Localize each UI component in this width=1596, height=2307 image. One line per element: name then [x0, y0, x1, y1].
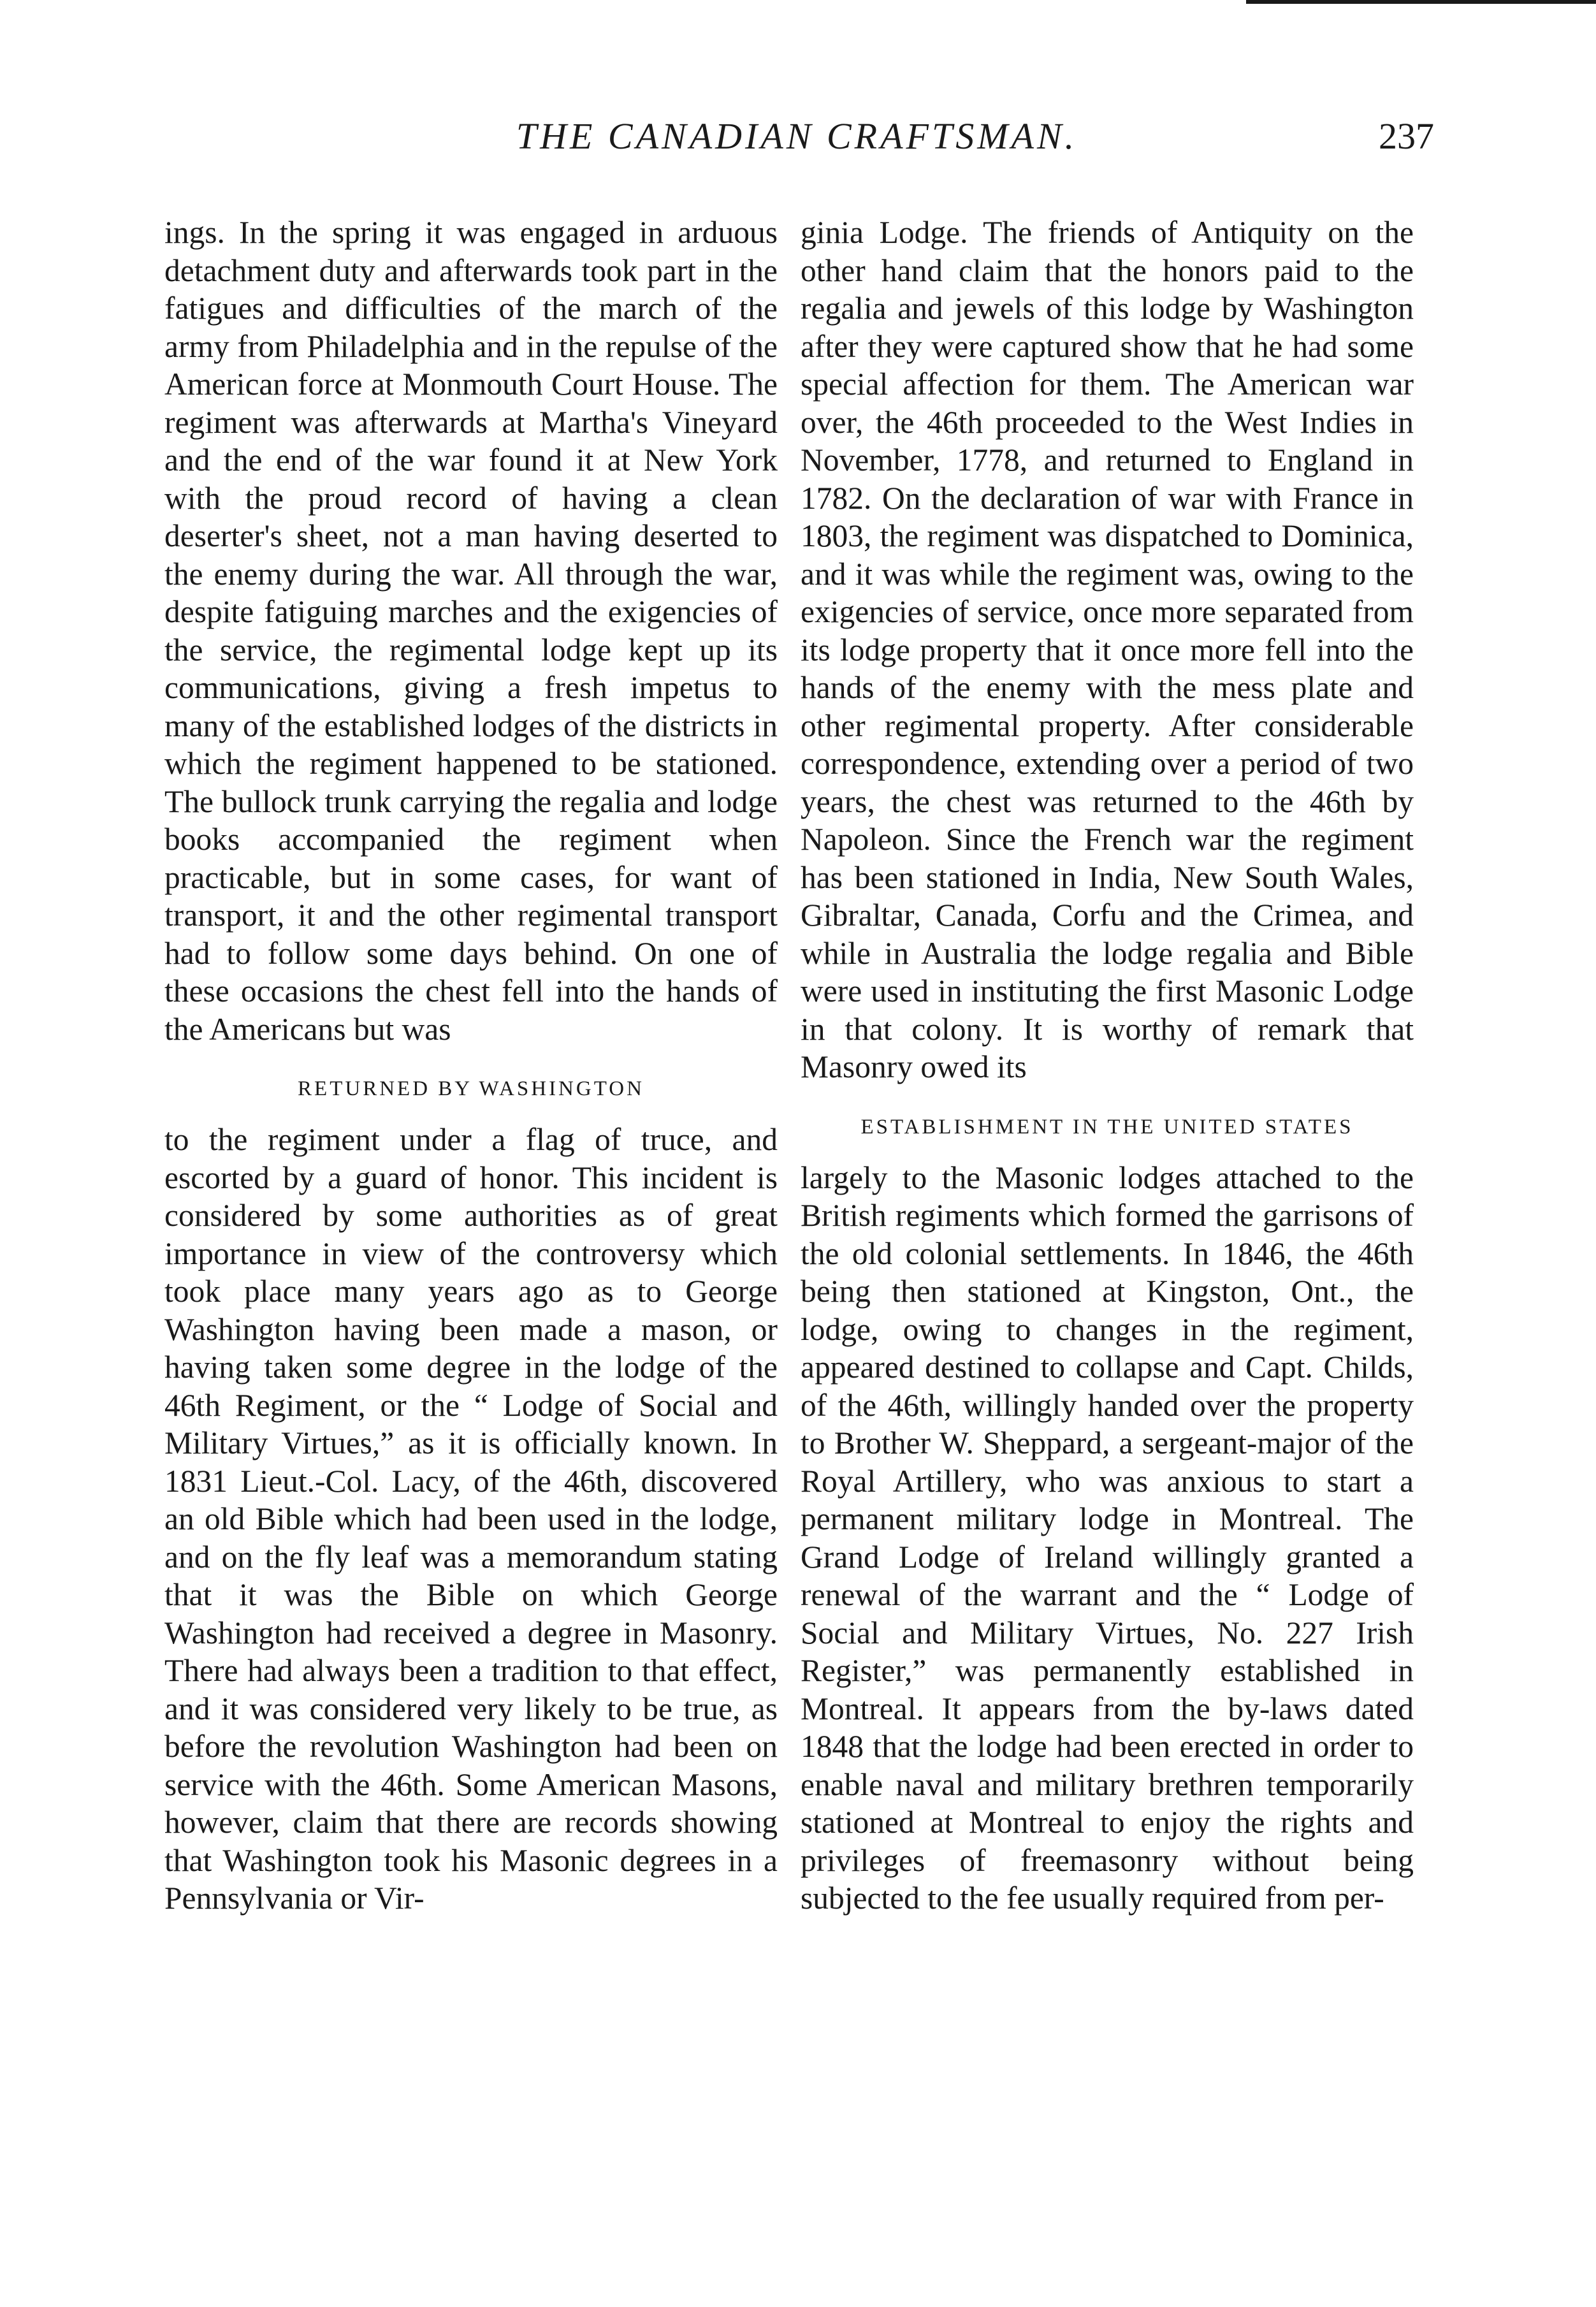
page-number: 237: [1379, 115, 1434, 157]
right-paragraph-2: largely to the Masonic lodges attached to the British regiments which formed the garrisons of the old colonial settlements. In 1846, the 46th being then stationed at Kingston, Ont., the lodge, owing to changes in the regiment, appeared destined to collapse and Capt. Childs, of the 46th, willingly handed over the property to Brother W. Sheppard, a sergeant-major of the Royal Artillery, who was anxious to start a permanent military lodge in Montreal. The Grand Lodge of Ireland willingly granted a renewal of the warrant and the “ Lodge of Social and Military Virtues, No. 227 Irish Register,” was permanently established in Montreal. It appears from the by-laws dated 1848 that the lodge had been erected in order to enable naval and military brethren temporarily stationed at Montreal to enjoy the rights and privileges of freemasonry without being subjected to the fee usually required from per-: [801, 1160, 1414, 1916]
right-paragraph-1: ginia Lodge. The friends of Antiquity on the other hand claim that the honors paid to the regalia and jewels of this lodge by Washington after they were captured show that he had some special affection for them. The American war over, the 46th proceeded to the West Indies in November, 1778, and returned to England in 1782. On the declaration of war with France in 1803, the regiment was dispatched to Dominica, and it was while the regiment was, owing to the exigencies of service, once more separated from its lodge property that it once more fell into the hands of the enemy with the mess plate and other regimental property. After considerable correspondence, extending over a period of two years, the chest was returned to the 46th by Napoleon. Since the French war the regiment has been stationed in India, New South Wales, Gibraltar, Canada, Corfu and the Crimea, and while in Australia the lodge regalia and Bible were used in instituting the first Masonic Lodge in that colony. It is worthy of remark that Masonry owed its: [801, 215, 1414, 1084]
right-column: [801, 214, 1414, 1918]
page-header: [159, 115, 1434, 172]
left-subhead: RETURNED BY WASHINGTON: [298, 1077, 644, 1100]
top-rule: [1246, 0, 1596, 4]
left-column: [164, 214, 778, 1918]
left-paragraph-1: ings. In the spring it was engaged in arduous detachment duty and afterwards took part in the fatigues and difficulties of the march of the army from Philadelphia and in the repulse of the American force at Monmouth Court House. The regiment was afterwards at Martha's Vineyard and the end of the war found it at New York with the proud record of having a clean deserter's sheet, not a man having deserted to the enemy during the war. All through the war, despite fatiguing marches and the exigencies of the service, the regimental lodge kept up its communications, giving a fresh impetus to many of the established lodges of the districts in which the regiment happened to be stationed. The bullock trunk carrying the regalia and lodge books accompanied the regiment when practicable, but in some cases, for want of transport, it and the other regimental transport had to follow some days behind. On one of these occasions the chest fell into the hands of the Americans but was: [164, 215, 778, 1047]
left-paragraph-2: to the regiment under a flag of truce, and escorted by a guard of honor. This incident is considered by some authorities as of great importance in view of the controversy which took place many years ago as to George Washington having been made a mason, or having taken some degree in the lodge of the 46th Regiment, or the “ Lodge of Social and Military Virtues,” as it is officially known. In 1831 Lieut.-Col. Lacy, of the 46th, discovered an old Bible which had been used in the lodge, and on the fly leaf was a memorandum stating that it was the Bible on which George Washington had received a degree in Masonry. There had always been a tradition to that effect, and it was considered very likely to be true, as before the revolution Washington had been on service with the 46th. Some American Masons, however, claim that there are records showing that Washington took his Masonic degrees in a Pennsylvania or Vir-: [164, 1122, 778, 1916]
right-subhead: ESTABLISHMENT IN THE UNITED STATES: [860, 1115, 1354, 1139]
running-head: THE CANADIAN CRAFTSMAN.: [516, 115, 1078, 157]
